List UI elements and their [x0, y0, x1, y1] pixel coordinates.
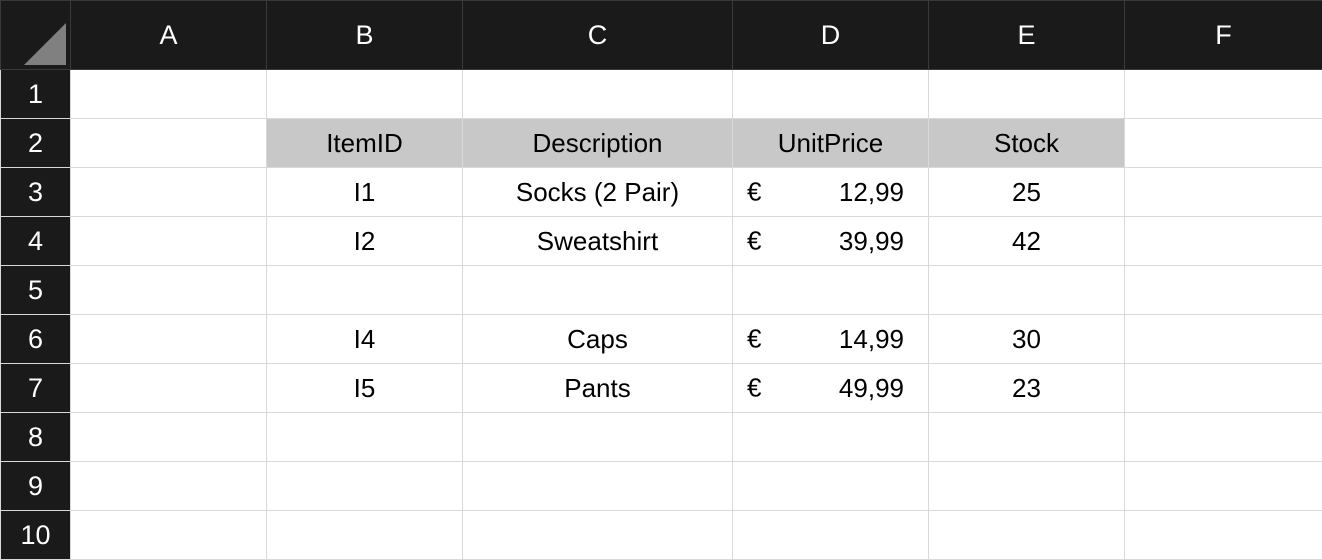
cell-e3[interactable]: 25 — [929, 168, 1125, 217]
cell-a1[interactable] — [71, 70, 267, 119]
row-header-9[interactable]: 9 — [1, 462, 71, 511]
cell-d5[interactable] — [733, 266, 929, 315]
cell-f3[interactable] — [1125, 168, 1322, 217]
column-header-row — [1, 1, 1322, 70]
cell-a10[interactable] — [71, 511, 267, 560]
cell-e10[interactable] — [929, 511, 1125, 560]
row-header-6[interactable]: 6 — [1, 315, 71, 364]
cell-b8[interactable] — [267, 413, 463, 462]
cell-a5[interactable] — [71, 266, 267, 315]
unit-price-value: 49,99 — [839, 373, 904, 403]
cell-c2[interactable]: Description — [463, 119, 733, 168]
column-header-b[interactable]: B — [267, 1, 463, 70]
cell-d6[interactable] — [733, 315, 929, 364]
row-header-2[interactable]: 2 — [1, 119, 71, 168]
currency-symbol: € — [747, 226, 761, 257]
unit-price-value: 39,99 — [839, 226, 904, 256]
row-header-5[interactable]: 5 — [1, 266, 71, 315]
column-header-c[interactable]: C — [463, 1, 733, 70]
currency-symbol: € — [747, 177, 761, 208]
cell-f7[interactable] — [1125, 364, 1322, 413]
table-row — [1, 119, 1322, 168]
cell-e7[interactable]: 23 — [929, 364, 1125, 413]
cell-d8[interactable] — [733, 413, 929, 462]
cell-f9[interactable] — [1125, 462, 1322, 511]
cell-e9[interactable] — [929, 462, 1125, 511]
select-all-triangle-icon — [24, 23, 66, 65]
cell-b10[interactable] — [267, 511, 463, 560]
cell-b4[interactable]: I2 — [267, 217, 463, 266]
cell-d1[interactable] — [733, 70, 929, 119]
cell-a9[interactable] — [71, 462, 267, 511]
cell-e1[interactable] — [929, 70, 1125, 119]
cell-c9[interactable] — [463, 462, 733, 511]
cell-e4[interactable]: 42 — [929, 217, 1125, 266]
cell-c6[interactable]: Caps — [463, 315, 733, 364]
table-row — [1, 364, 1322, 413]
cell-e8[interactable] — [929, 413, 1125, 462]
cell-d3[interactable] — [733, 168, 929, 217]
unit-price-value: 14,99 — [839, 324, 904, 354]
cell-e2[interactable]: Stock — [929, 119, 1125, 168]
cell-a4[interactable] — [71, 217, 267, 266]
cell-b5[interactable] — [267, 266, 463, 315]
select-all-corner[interactable] — [1, 1, 71, 70]
cell-c3[interactable]: Socks (2 Pair) — [463, 168, 733, 217]
column-header-e[interactable]: E — [929, 1, 1125, 70]
cell-f1[interactable] — [1125, 70, 1322, 119]
cell-a7[interactable] — [71, 364, 267, 413]
cell-c8[interactable] — [463, 413, 733, 462]
table-row — [1, 462, 1322, 511]
column-header-a[interactable]: A — [71, 1, 267, 70]
cell-c4[interactable]: Sweatshirt — [463, 217, 733, 266]
cell-b1[interactable] — [267, 70, 463, 119]
currency-symbol: € — [747, 373, 761, 404]
table-row — [1, 168, 1322, 217]
cell-a8[interactable] — [71, 413, 267, 462]
cell-a3[interactable] — [71, 168, 267, 217]
cell-a6[interactable] — [71, 315, 267, 364]
cell-d9[interactable] — [733, 462, 929, 511]
table-row — [1, 70, 1322, 119]
cell-f10[interactable] — [1125, 511, 1322, 560]
cell-e5[interactable] — [929, 266, 1125, 315]
row-header-1[interactable]: 1 — [1, 70, 71, 119]
cell-f2[interactable] — [1125, 119, 1322, 168]
cell-d4[interactable] — [733, 217, 929, 266]
cell-c5[interactable] — [463, 266, 733, 315]
cell-c1[interactable] — [463, 70, 733, 119]
row-header-7[interactable]: 7 — [1, 364, 71, 413]
table-row — [1, 266, 1322, 315]
column-header-f[interactable]: F — [1125, 1, 1322, 70]
cell-b2[interactable]: ItemID — [267, 119, 463, 168]
row-header-3[interactable]: 3 — [1, 168, 71, 217]
table-row — [1, 511, 1322, 560]
cell-a2[interactable] — [71, 119, 267, 168]
table-row — [1, 315, 1322, 364]
cell-d10[interactable] — [733, 511, 929, 560]
cell-b3[interactable]: I1 — [267, 168, 463, 217]
cell-d7[interactable] — [733, 364, 929, 413]
cell-e6[interactable]: 30 — [929, 315, 1125, 364]
row-header-4[interactable]: 4 — [1, 217, 71, 266]
cell-c7[interactable]: Pants — [463, 364, 733, 413]
cell-c10[interactable] — [463, 511, 733, 560]
currency-symbol: € — [747, 324, 761, 355]
cell-f8[interactable] — [1125, 413, 1322, 462]
cell-b7[interactable]: I5 — [267, 364, 463, 413]
cell-b9[interactable] — [267, 462, 463, 511]
table-row — [1, 413, 1322, 462]
cell-f4[interactable] — [1125, 217, 1322, 266]
cell-f5[interactable] — [1125, 266, 1322, 315]
unit-price-value: 12,99 — [839, 177, 904, 207]
cell-d2[interactable]: UnitPrice — [733, 119, 929, 168]
cell-f6[interactable] — [1125, 315, 1322, 364]
column-header-d[interactable]: D — [733, 1, 929, 70]
table-row — [1, 217, 1322, 266]
cell-b6[interactable]: I4 — [267, 315, 463, 364]
row-header-8[interactable]: 8 — [1, 413, 71, 462]
row-header-10[interactable]: 10 — [1, 511, 71, 560]
